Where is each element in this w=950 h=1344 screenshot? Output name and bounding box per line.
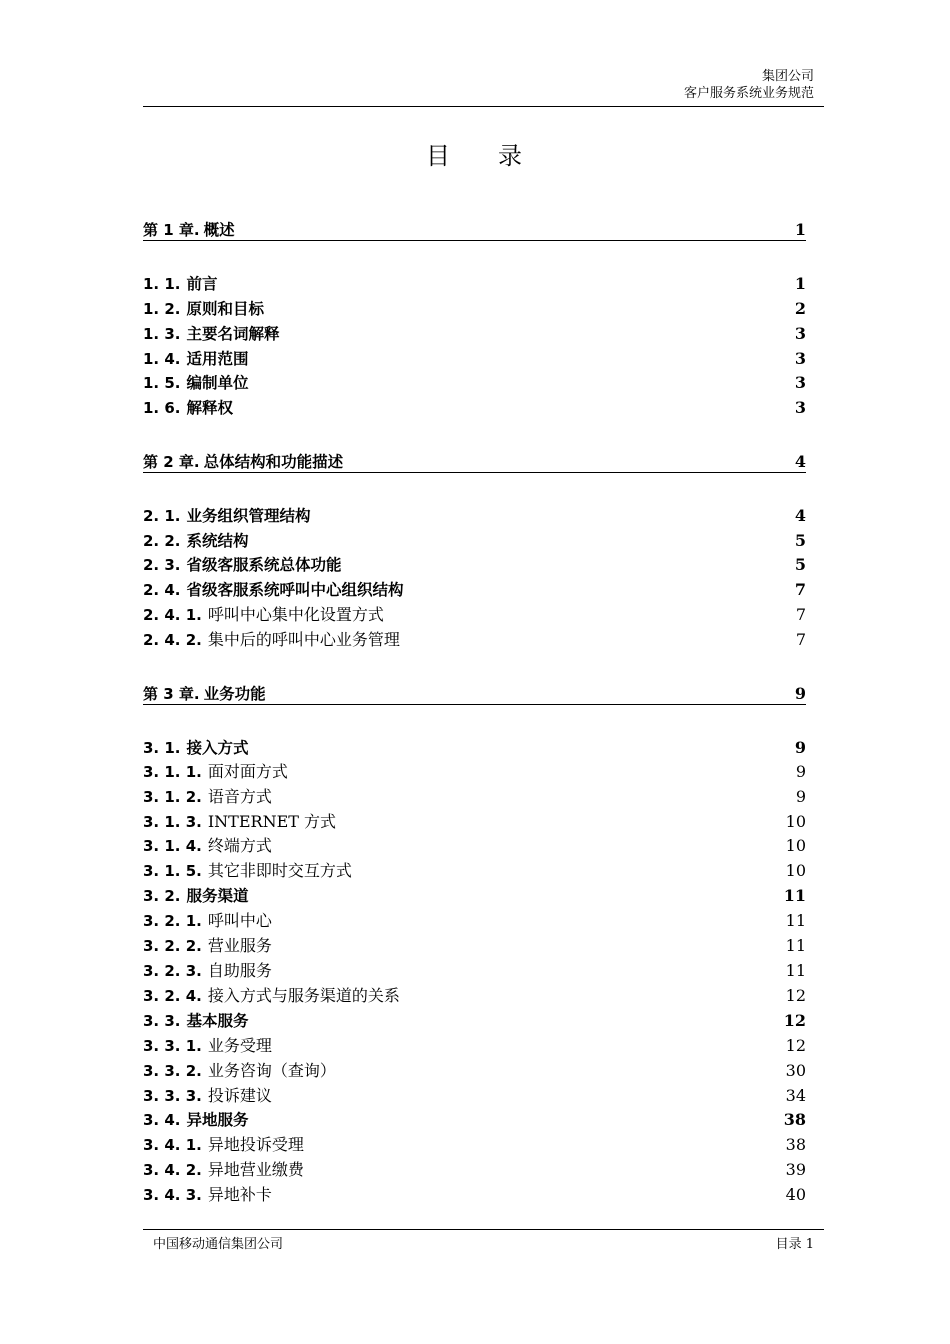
toc-entry-title: 适用范围 — [186, 350, 249, 368]
toc-subsection-entry[interactable] — [143, 985, 806, 1007]
toc-entry-page: 39 — [785, 1160, 806, 1179]
toc-entry-page: 11 — [785, 936, 806, 955]
toc-subsection-entry[interactable] — [143, 910, 806, 932]
toc-entry-page: 12 — [783, 1011, 806, 1030]
toc-entry-number: 2. 4. 2. — [143, 631, 202, 649]
toc-entry-number: 2. 3. — [143, 556, 181, 574]
toc-chapter-entry[interactable] — [143, 219, 806, 241]
toc-section-entry[interactable] — [143, 554, 806, 576]
toc-entry-number: 1. 2. — [143, 300, 181, 318]
toc-subsection-entry[interactable] — [143, 1184, 806, 1206]
toc-entry-title: 业务咨询（查询） — [207, 1061, 336, 1080]
toc-section-entry[interactable] — [143, 1010, 806, 1032]
toc-subsection-entry[interactable] — [143, 1035, 806, 1057]
toc-entry-title: 原则和目标 — [186, 300, 265, 318]
toc-entry-number: 1. 6. — [143, 399, 181, 417]
toc-entry-title: 呼叫中心 — [207, 911, 272, 930]
toc-entry-title: 投诉建议 — [207, 1086, 272, 1105]
toc-entry-number: 3. 1. 5. — [143, 862, 202, 880]
toc-entry-page: 9 — [794, 738, 806, 757]
toc-entry-number: 1. 1. — [143, 275, 181, 293]
toc-subsection-entry[interactable] — [143, 960, 806, 982]
page-header — [143, 66, 824, 107]
toc-entry-number: 3. 4. 1. — [143, 1136, 202, 1154]
toc-entry-title: 概述 — [203, 221, 235, 239]
toc-entry-page: 34 — [785, 1086, 806, 1105]
footer-company: 中国移动通信集团公司 — [153, 1237, 284, 1252]
toc-entry-page: 11 — [783, 886, 806, 905]
toc-entry-page: 1 — [794, 220, 806, 239]
toc-entry-title: 业务功能 — [203, 685, 266, 703]
toc-entry-page: 10 — [785, 861, 806, 880]
toc-entry-number: 第 2 章. — [143, 453, 200, 471]
toc-section-entry[interactable] — [143, 323, 806, 345]
toc-subsection-entry[interactable] — [143, 860, 806, 882]
toc-entry-number: 2. 4. — [143, 581, 181, 599]
toc-entry-page: 7 — [795, 630, 806, 649]
toc-entry-number: 3. 1. 3. — [143, 813, 202, 831]
toc-entry-title: 终端方式 — [207, 836, 272, 855]
toc-entry-page: 3 — [794, 349, 806, 368]
toc-entry-number: 1. 3. — [143, 325, 181, 343]
toc-entry-title: 语音方式 — [207, 787, 272, 806]
toc-title-char-2: 录 — [498, 142, 524, 170]
toc-entry-page: 11 — [785, 911, 806, 930]
toc-entry-title: 自助服务 — [207, 961, 272, 980]
toc-entry-page: 12 — [785, 1036, 806, 1055]
toc-entry-title: 业务组织管理结构 — [186, 507, 311, 525]
toc-entry-title: 异地服务 — [186, 1111, 249, 1129]
toc-entry-page: 40 — [785, 1185, 806, 1204]
toc-entry-page: 10 — [785, 836, 806, 855]
toc-entry-number: 3. 4. — [143, 1111, 181, 1129]
toc-entry-number: 3. 2. — [143, 887, 181, 905]
toc-section-entry[interactable] — [143, 530, 806, 552]
toc-entry-number: 3. 1. 4. — [143, 837, 202, 855]
toc-entry-title: 服务渠道 — [186, 887, 249, 905]
toc-chapter-entry[interactable] — [143, 451, 806, 473]
toc-section-entry[interactable] — [143, 372, 806, 394]
toc-subsection-entry[interactable] — [143, 1085, 806, 1107]
toc-entry-page: 2 — [794, 299, 806, 318]
toc-entry-page: 11 — [785, 961, 806, 980]
toc-entry-title: 接入方式与服务渠道的关系 — [207, 986, 400, 1005]
toc-entry-page: 5 — [794, 531, 806, 550]
toc-entry-title: 省级客服系统总体功能 — [186, 556, 342, 574]
toc-entry-page: 12 — [785, 986, 806, 1005]
toc-entry-title: 系统结构 — [186, 532, 249, 550]
toc-entry-title: 解释权 — [186, 399, 234, 417]
toc-entry-page: 4 — [794, 506, 806, 525]
toc-entry-title: 异地营业缴费 — [207, 1160, 304, 1179]
toc-section-entry[interactable] — [143, 1109, 806, 1131]
toc-subsection-entry[interactable] — [143, 1159, 806, 1181]
header-doc-title: 客户服务系统业务规范 — [683, 86, 814, 101]
toc-entry-number: 3. 3. 3. — [143, 1087, 202, 1105]
toc-entry-page: 5 — [794, 555, 806, 574]
toc-entry-page: 3 — [794, 398, 806, 417]
toc-subsection-entry[interactable] — [143, 811, 806, 833]
toc-entry-page: 9 — [795, 787, 806, 806]
toc-section-entry[interactable] — [143, 579, 806, 601]
toc-section-entry[interactable] — [143, 397, 806, 419]
toc-entry-title: 集中后的呼叫中心业务管理 — [207, 630, 400, 649]
toc-entry-page: 3 — [794, 373, 806, 392]
footer-page-number: 目录 1 — [775, 1237, 814, 1252]
toc-subsection-entry[interactable] — [143, 629, 806, 651]
toc-entry-title: 其它非即时交互方式 — [207, 861, 352, 880]
toc-section-entry[interactable] — [143, 885, 806, 907]
toc-entry-number: 第 3 章. — [143, 685, 200, 703]
toc-entry-title: 异地投诉受理 — [207, 1135, 304, 1154]
toc-entry-page: 30 — [785, 1061, 806, 1080]
toc-entry-number: 3. 2. 3. — [143, 962, 202, 980]
toc-chapter-entry[interactable] — [143, 683, 806, 705]
toc-entry-number: 3. 1. 2. — [143, 788, 202, 806]
toc-section-entry[interactable] — [143, 348, 806, 370]
toc-subsection-entry[interactable] — [143, 786, 806, 808]
toc-entry-number: 1. 5. — [143, 374, 181, 392]
toc-entry-title: 异地补卡 — [207, 1185, 272, 1204]
toc-entry-title: 省级客服系统呼叫中心组织结构 — [186, 581, 404, 599]
toc-entry-page: 9 — [795, 762, 806, 781]
toc-entry-title: 基本服务 — [186, 1012, 249, 1030]
toc-entry-number: 3. 3. 2. — [143, 1062, 202, 1080]
toc-entry-number: 3. 3. — [143, 1012, 181, 1030]
toc-entry-page: 38 — [783, 1110, 806, 1129]
toc-entry-title: 业务受理 — [207, 1036, 272, 1055]
toc-entry-title: 营业服务 — [207, 936, 272, 955]
toc-title — [0, 136, 950, 171]
header-company: 集团公司 — [761, 69, 814, 84]
toc-subsection-entry[interactable] — [143, 1134, 806, 1156]
toc-entry-number: 2. 2. — [143, 532, 181, 550]
toc-subsection-entry[interactable] — [143, 835, 806, 857]
toc-entry-number: 1. 4. — [143, 350, 181, 368]
toc-section-entry[interactable] — [143, 737, 806, 759]
toc-entry-number: 第 1 章. — [143, 221, 200, 239]
page-footer — [143, 1229, 824, 1254]
toc-entry-number: 3. 3. 1. — [143, 1037, 202, 1055]
toc-entry-number: 3. 1. 1. — [143, 763, 202, 781]
toc-entry-number: 2. 1. — [143, 507, 181, 525]
toc-entry-title: 主要名词解释 — [186, 325, 280, 343]
toc-subsection-entry[interactable] — [143, 935, 806, 957]
toc-section-entry[interactable] — [143, 505, 806, 527]
toc-subsection-entry[interactable] — [143, 604, 806, 626]
toc-title-char-1: 目 — [426, 142, 452, 170]
toc-entry-page: 7 — [794, 580, 806, 599]
toc-entry-page: 10 — [785, 812, 806, 831]
toc-entry-title: 编制单位 — [186, 374, 249, 392]
toc-entry-number: 3. 4. 2. — [143, 1161, 202, 1179]
toc-entry-page: 38 — [785, 1135, 806, 1154]
toc-entry-number: 3. 2. 2. — [143, 937, 202, 955]
toc-subsection-entry[interactable] — [143, 761, 806, 783]
toc-subsection-entry[interactable] — [143, 1060, 806, 1082]
toc-entry-number: 3. 2. 1. — [143, 912, 202, 930]
toc-entry-page: 7 — [795, 605, 806, 624]
toc-entry-number: 2. 4. 1. — [143, 606, 202, 624]
toc-entry-number: 3. 2. 4. — [143, 987, 202, 1005]
toc-entry-number: 3. 4. 3. — [143, 1186, 202, 1204]
toc-entry-title: 接入方式 — [186, 739, 249, 757]
toc-entry-page: 4 — [794, 452, 806, 471]
toc-entry-page: 9 — [794, 684, 806, 703]
toc-entry-page: 1 — [794, 274, 806, 293]
toc-entry-title: 前言 — [186, 275, 218, 293]
toc-entry-title: INTERNET 方式 — [207, 812, 337, 831]
toc-section-entry[interactable] — [143, 298, 806, 320]
toc-entry-title: 面对面方式 — [207, 762, 288, 781]
toc-entry-page: 3 — [794, 324, 806, 343]
toc-section-entry[interactable] — [143, 273, 806, 295]
toc-entry-title: 总体结构和功能描述 — [203, 453, 344, 471]
toc-entry-title: 呼叫中心集中化设置方式 — [207, 605, 384, 624]
toc-entry-number: 3. 1. — [143, 739, 181, 757]
